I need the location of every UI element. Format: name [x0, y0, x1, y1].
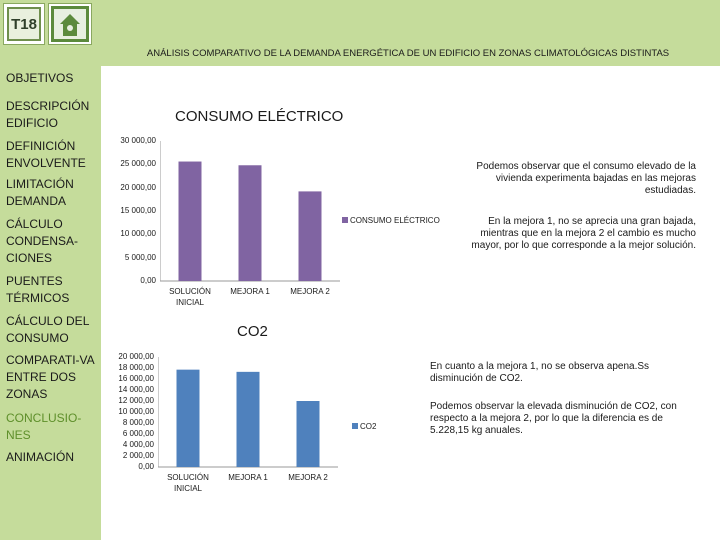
x-category-label: MEJORA 1 [230, 287, 270, 296]
y-tick-label: 10 000,00 [120, 229, 156, 239]
y-tick-label: 14 000,00 [118, 385, 154, 394]
nav-item-animacion[interactable]: ANIMACIÓN [6, 450, 75, 464]
chart-co2-bars [177, 370, 320, 467]
y-tick-label: 4 000,00 [122, 440, 154, 449]
y-tick-label: 20 000,00 [118, 352, 154, 361]
y-tick-label: 25 000,00 [120, 159, 156, 169]
y-tick-label: 2 000,00 [122, 451, 154, 460]
note-electric-1: Podemos observar que el consumo elevado de la vivienda experimenta bajadas en las mejoras estudiadas. [476, 161, 696, 196]
chart-title-co2: CO2 [237, 323, 268, 340]
nav-item-condensaciones[interactable]: CÁLCULO CONDENSA-CIONES [6, 217, 79, 265]
chart-electric-bars [179, 162, 322, 281]
nav-item-consumo[interactable]: CÁLCULO DEL CONSUMO [6, 314, 89, 345]
badge-label: T18 [7, 7, 41, 41]
note-co2-2: Podemos observar la elevada disminución de CO2, con respecto a la mejora 2, por lo que la diferencia es de 5.228,15 kg anuales. [430, 401, 677, 436]
bar-2 [237, 372, 260, 467]
page-title: ANÁLISIS COMPARATIVO DE LA DEMANDA ENERGÉTICA DE UN EDIFICIO EN ZONAS CLIMATOLÓGICAS DISTINTAS [146, 48, 670, 59]
nav-item-descripcion[interactable]: DESCRIPCIÓN EDIFICIO [6, 99, 90, 130]
x-category-label: SOLUCIÓN INICIAL [169, 287, 211, 307]
legend-swatch-co2 [352, 423, 358, 429]
y-tick-label: 0,00 [138, 462, 154, 471]
y-tick-label: 15 000,00 [120, 206, 156, 215]
chart-co2 [158, 352, 358, 472]
x-category-label: MEJORA 2 [290, 287, 330, 296]
y-tick-label: 5 000,00 [124, 252, 156, 262]
nav-item-puentes[interactable]: PUENTES TÉRMICOS [6, 274, 70, 305]
chart-electric [160, 138, 350, 288]
bar-1 [177, 370, 200, 467]
bar-3 [297, 401, 320, 467]
house-icon [49, 4, 91, 44]
y-tick-label: 12 000,00 [118, 396, 154, 405]
y-tick-label: 30 000,00 [120, 136, 156, 145]
x-category-label: SOLUCIÓN INICIAL [167, 473, 209, 493]
y-tick-label: 16 000,00 [118, 374, 154, 383]
nav-item-envolvente[interactable]: DEFINICIÓN ENVOLVENTE [6, 139, 86, 170]
nav-item-comparativa[interactable]: COMPARATI-VA ENTRE DOS ZONAS [6, 353, 95, 401]
x-category-label: MEJORA 1 [228, 473, 268, 482]
legend-swatch-electric [342, 217, 348, 223]
y-tick-label: 6 000,00 [122, 429, 154, 438]
legend-label-co2: CO2 [360, 422, 377, 431]
x-category-label: MEJORA 2 [288, 473, 328, 482]
y-tick-label: 8 000,00 [122, 418, 154, 427]
nav-item-conclusiones[interactable]: CONCLUSIO-NES [6, 411, 82, 442]
bar-1 [179, 162, 202, 281]
bar-3 [299, 191, 322, 281]
nav-item-limitacion[interactable]: LIMITACIÓN DEMANDA [6, 177, 74, 208]
y-tick-label: 10 000,00 [118, 407, 154, 416]
section-badge [3, 3, 45, 45]
note-electric-2: En la mejora 1, no se aprecia una gran bajada, mientras que en la mejora 2 el cambio es mucho mayor, por lo que corresponde a la mejor solución. [471, 216, 696, 251]
note-co2-1: En cuanto a la mejora 1, no se observa apena.Ss disminución de CO2. [430, 361, 650, 384]
y-tick-label: 20 000,00 [120, 182, 156, 192]
y-tick-label: 0,00 [140, 276, 156, 285]
legend-label-electric: CONSUMO ELÉCTRICO [350, 216, 440, 225]
bar-2 [239, 165, 262, 281]
nav-item-objetivos[interactable]: OBJETIVOS [6, 71, 74, 85]
chart-title-electric: CONSUMO ELÉCTRICO [175, 108, 344, 125]
home-button[interactable] [48, 3, 92, 45]
y-tick-label: 18 000,00 [118, 363, 154, 372]
